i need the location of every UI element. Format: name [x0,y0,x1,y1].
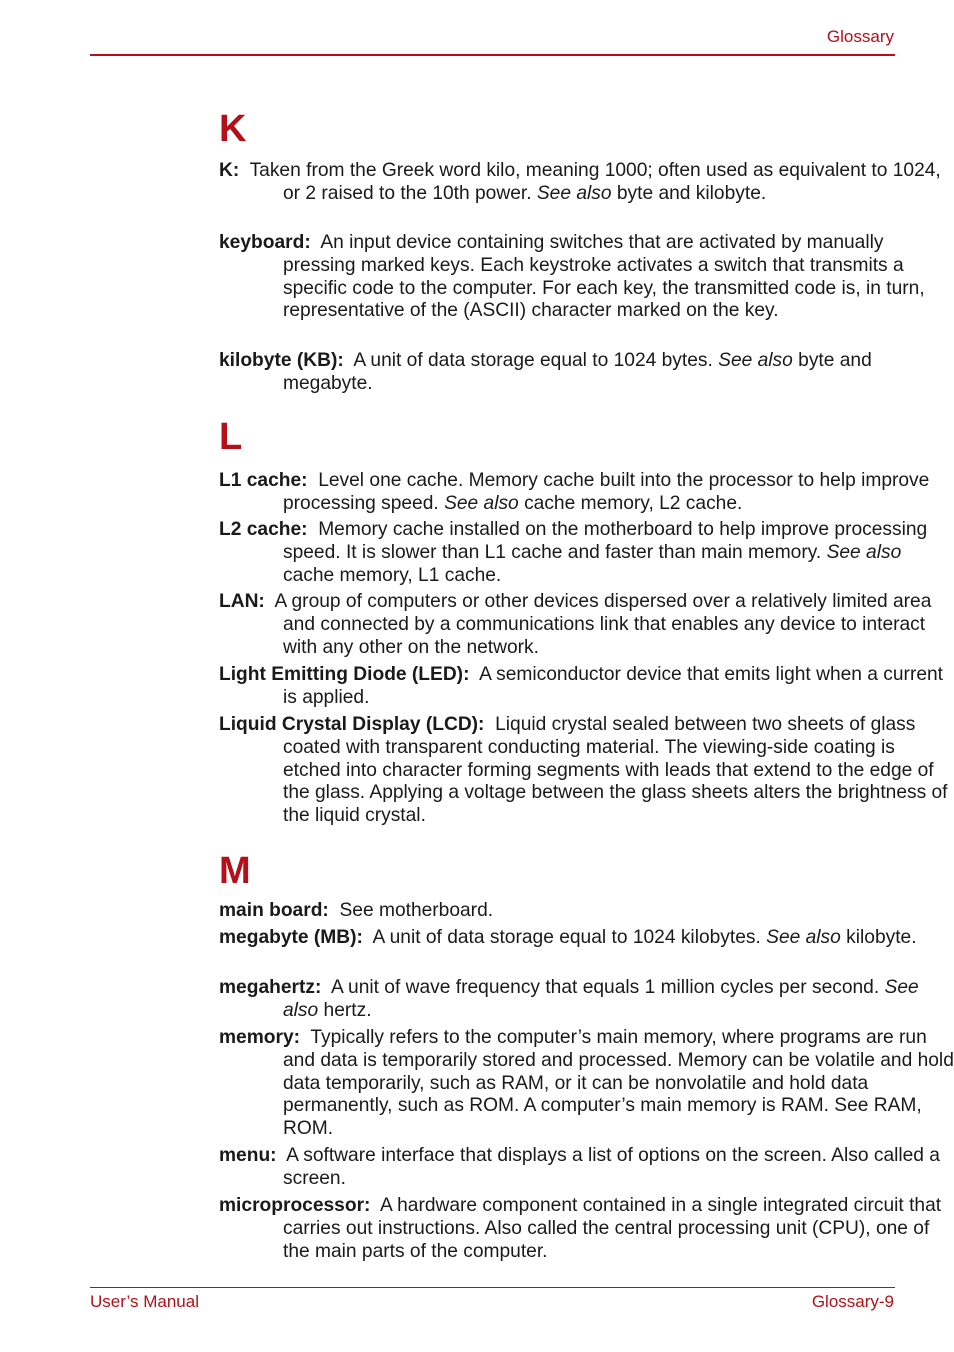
entry-definition: Typically refers to the computer’s main memory, where programs are run and data is temporarily stored and processed. Memory can be volatile and hold data temporarily, such as RAM, or it can be nonvolatile and hold data permanently, such as ROM. A computer’s main memory is RAM. See RAM, ROM. [283,1027,954,1140]
entry-definition: A hardware component contained in a single integrated circuit that carries out instructions. Also called the central processing unit (CPU), one of the main parts of the computer. [283,1195,942,1262]
footer-manual-title: User’s Manual [90,1292,199,1311]
glossary-entry-keyboard [219,232,954,323]
glossary-entry-led [219,664,954,710]
section-letter-k: K [219,108,247,150]
entry-definition: A unit of wave frequency that equals 1 million cycles per second. [330,977,885,998]
entry-definition: An input device containing switches that are activated by manually pressing marked keys. Each keystroke activates a switch that transmits a specific code to the computer. For each key, the transmitted code is, in turn, representative of the (ASCII) character marked on the key. [283,232,925,322]
entry-term: LAN: [219,591,265,612]
entry-definition: Memory cache installed on the motherboard to help improve processing speed. It is slower than L1 cache and faster than main memory. [283,519,928,563]
entry-definition: A unit of data storage equal to 1024 kilobytes. [372,927,767,948]
entry-definition: Taken from the Greek word kilo, meaning 1000; often used as equivalent to 1024, or 2 raised to the 10th power. [249,160,941,204]
entry-term: Light Emitting Diode (LED): [219,664,470,685]
entry-see-also: See also [536,182,612,204]
entry-definition: A semiconductor device that emits light when a current is applied. [283,664,944,708]
glossary-entry-lan [219,591,954,659]
glossary-entry-menu [219,1145,954,1191]
entry-term: Liquid Crystal Display (LCD): [219,714,485,735]
entry-see-also: See also [718,350,793,371]
glossary-entry-k [219,160,954,206]
section-letter-l: L [219,416,243,458]
entry-term: microprocessor: [219,1195,371,1216]
entry-definition-tail: cache memory, L2 cache. [518,492,743,514]
page-header-title: Glossary [826,27,894,46]
entry-see-also: See also [826,541,902,563]
entry-see-also: See also [444,492,519,514]
entry-definition-tail: byte and megabyte. [283,350,872,394]
entry-term: main board: [219,900,329,921]
entry-definition: A unit of data storage equal to 1024 bytes. [353,350,719,371]
header-divider [90,54,895,56]
glossary-entry-memory [219,1027,954,1141]
glossary-entry-megahertz [219,977,954,1023]
glossary-entry-main-board [219,900,954,923]
glossary-entry-l1-cache [219,470,954,516]
section-letter-m: M [219,850,251,892]
entry-term: L2 cache: [219,519,308,540]
entry-term: keyboard: [219,232,311,253]
entry-see-also: See also [766,927,841,948]
entry-definition: A software interface that displays a list of options on the screen. Also called a screen. [283,1145,940,1189]
glossary-entry-megabyte [219,927,954,950]
entry-term: kilobyte (KB): [219,350,344,371]
entry-term: L1 cache: [219,470,308,491]
entry-term: memory: [219,1027,301,1048]
footer-page-number: Glossary-9 [811,1292,894,1311]
footer-divider [90,1287,895,1288]
entry-term: megahertz: [219,977,322,998]
entry-definition: A group of computers or other devices dispersed over a relatively limited area and connected by a communications link that enables any device to interact with any other on the network. [274,591,932,658]
entry-definition: Liquid crystal sealed between two sheets of glass coated with transparent conducting material. The viewing-side coating is etched into character forming segments with leads that extend to the edge of the glass. Applying a voltage between the glass sheets alters the brightness of the liquid crystal. [283,714,948,827]
glossary-entry-kilobyte [219,350,954,396]
entry-term: megabyte (MB): [219,927,363,948]
entry-see-also: See also [283,977,919,1021]
entry-definition: See motherboard. [339,900,494,921]
glossary-entry-lcd [219,714,954,828]
glossary-entry-microprocessor [219,1195,954,1263]
entry-definition-tail: cache memory, L1 cache. [283,564,502,586]
entry-term: menu: [219,1145,277,1166]
entry-definition-tail: kilobyte. [840,927,917,948]
entry-definition: Level one cache. Memory cache built into the processor to help improve processing speed. [283,470,930,514]
glossary-entry-l2-cache [219,519,954,587]
entry-definition-tail: hertz. [318,999,372,1021]
entry-definition-tail: byte and kilobyte. [611,182,767,204]
entry-term: K: [219,160,240,181]
